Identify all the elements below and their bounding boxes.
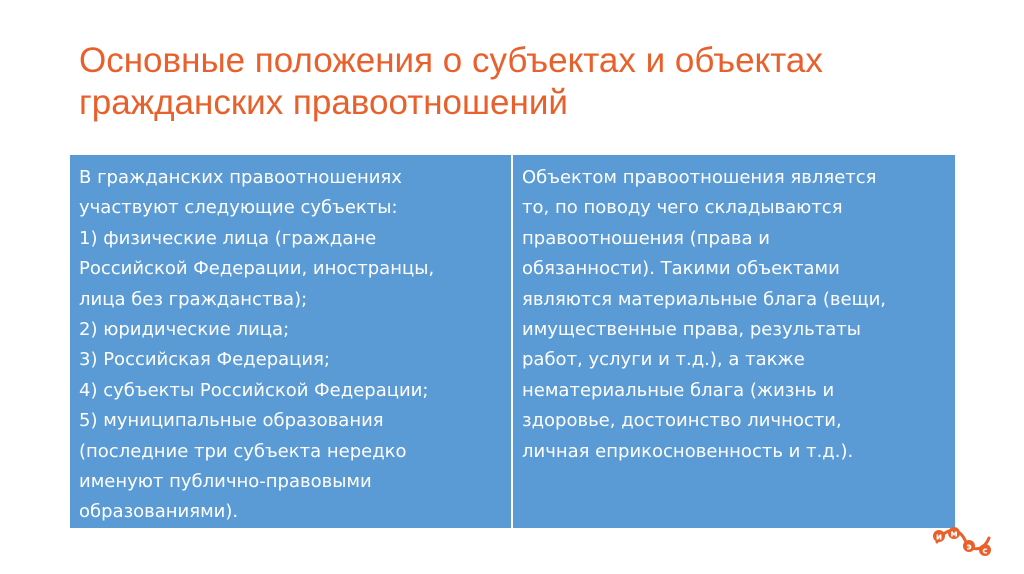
- logo-letter: э: [966, 542, 972, 553]
- subjects-text-line: 4) субъекты Российской Федерации;: [79, 379, 429, 401]
- subjects-text-line: лица без гражданства);: [79, 288, 308, 310]
- logo-letter: и: [935, 532, 943, 543]
- objects-text-line: личная еприкосновенность и т.д.).: [522, 440, 854, 462]
- slide-title-line: Основные положения о субъектах и объектах: [79, 41, 823, 80]
- objects-text-line: правоотношения (права и: [522, 227, 770, 249]
- subjects-text-line: 3) Российская Федерация;: [79, 349, 330, 371]
- content-table: [68, 153, 957, 530]
- objects-text-line: Объектом правоотношения является: [522, 167, 877, 188]
- subjects-text-line: 1) физические лица (граждане: [79, 227, 377, 249]
- objects-text: [513, 155, 955, 467]
- subjects-cell: [69, 154, 512, 529]
- objects-text-line: нематериальные блага (жизнь и: [522, 379, 835, 401]
- logo-letter: м: [950, 529, 958, 540]
- subjects-text-line: именуют публично-правовыми: [79, 471, 372, 493]
- subjects-text-line: 2) юридические лица;: [79, 319, 290, 341]
- subjects-text: [70, 155, 511, 528]
- subjects-text-line: В гражданских правоотношениях: [79, 167, 402, 188]
- objects-text-line: имущественные права, результаты: [522, 319, 861, 341]
- logo-letter: с: [982, 546, 988, 557]
- table-row: [69, 154, 956, 529]
- objects-text-line: работ, услуги и т.д.), а также: [522, 349, 805, 371]
- slide-title-line: гражданских правоотношений: [79, 83, 568, 122]
- objects-text-line: то, по поводу чего складываются: [522, 197, 843, 219]
- subjects-text-line: (последние три субъекта нередко: [79, 440, 407, 462]
- subjects-text-line: Российской Федерации, иностранцы,: [79, 258, 435, 280]
- imes-logo: [933, 520, 993, 560]
- objects-text-line: являются материальные блага (вещи,: [522, 288, 886, 310]
- objects-text-line: обязанности). Такими объектами: [522, 258, 840, 280]
- subjects-text-line: образованиями).: [79, 501, 239, 523]
- objects-cell: [512, 154, 956, 529]
- slide-title: [79, 40, 979, 124]
- subjects-text-line: участвуют следующие субъекты:: [79, 197, 398, 219]
- objects-text-line: здоровье, достоинство личности,: [522, 410, 842, 432]
- subjects-text-line: 5) муниципальные образования: [79, 410, 384, 432]
